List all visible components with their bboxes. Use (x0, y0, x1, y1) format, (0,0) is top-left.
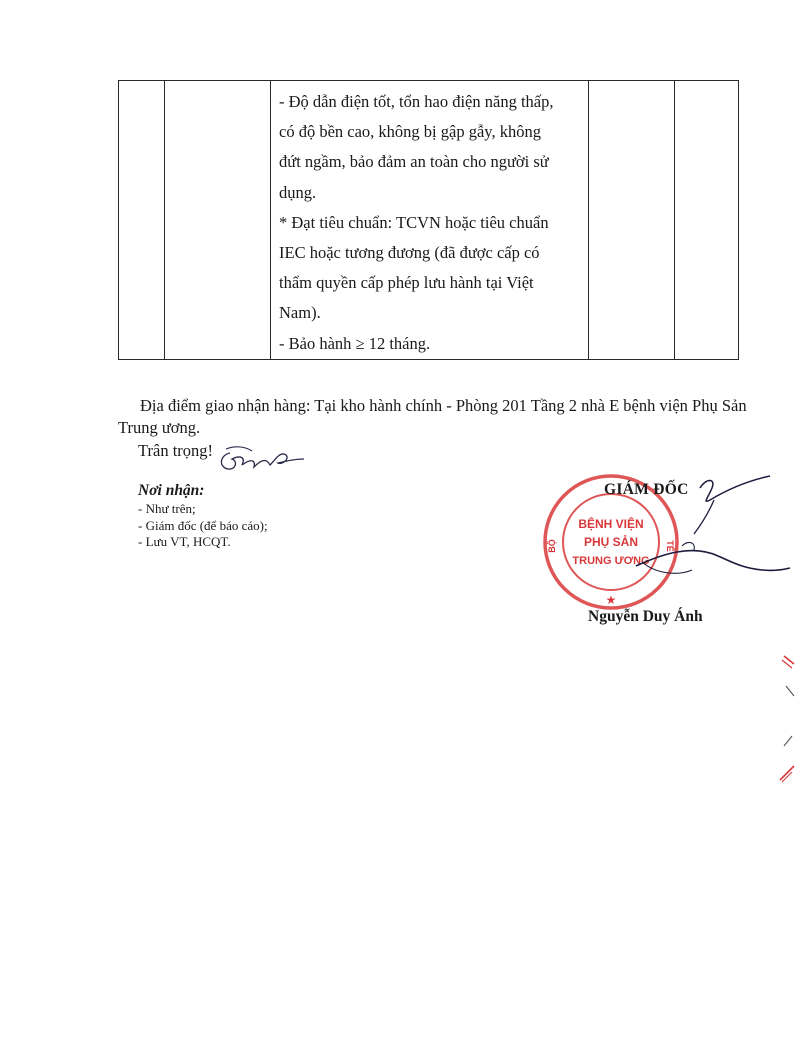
delivery-location-text: Địa điểm giao nhận hàng: Tại kho hành chính - Phòng 201 Tầng 2 nhà E bệnh viện Phụ Sản Trung ương. (118, 396, 747, 437)
director-name: Nguyễn Duy Ánh (588, 608, 703, 625)
spec-line: * Đạt tiêu chuẩn: TCVN hoặc tiêu chuẩn (279, 212, 549, 232)
seal-rim-right: TẾ (665, 540, 675, 552)
list-item: - Lưu VT, HCQT. (138, 534, 231, 549)
spec-line: Nam). (279, 303, 321, 323)
spec-line: có độ bền cao, không bị gập gẫy, không (279, 122, 541, 142)
director-signature (622, 470, 792, 600)
spec-line: - Độ dẫn điện tốt, tổn hao điện năng thấp, (279, 92, 554, 111)
table-cell-index (119, 81, 165, 360)
seal-text-line3: TRUNG ƯƠNG (572, 555, 650, 567)
list-item: - Giám đốc (để báo cáo); (138, 517, 268, 533)
spec-line: đứt ngầm, bảo đảm an toàn cho người sử (279, 152, 549, 172)
table-cell-specification (271, 81, 589, 360)
director-title: GIÁM ĐỐC (604, 481, 689, 498)
spec-line: dụng. (279, 182, 317, 202)
seal-text-line1: BỆNH VIỆN (578, 517, 644, 531)
recipients-title: Nơi nhận: (138, 482, 205, 499)
table-cell-unit (589, 81, 675, 360)
spec-line: IEC hoặc tương đương (đã được cấp có (279, 243, 540, 263)
recipients-list (138, 501, 268, 551)
spec-line: - Bảo hành ≥ 12 tháng. (279, 333, 431, 353)
seal-star-icon: ★ (605, 593, 617, 607)
table-cell-quantity (675, 81, 739, 360)
initials-signature (216, 441, 306, 475)
list-item: - Như trên; (138, 501, 196, 516)
stamp-edge-marks (772, 650, 800, 800)
seal-text-line2: PHỤ SẢN (583, 535, 639, 549)
seal-rim-left: BỘ (547, 539, 557, 553)
spec-line: thẩm quyền cấp phép lưu hành tại Việt (279, 273, 534, 293)
closing-text: Trân trọng! (138, 441, 214, 460)
table-cell-name (165, 81, 271, 360)
specification-table (118, 80, 739, 360)
